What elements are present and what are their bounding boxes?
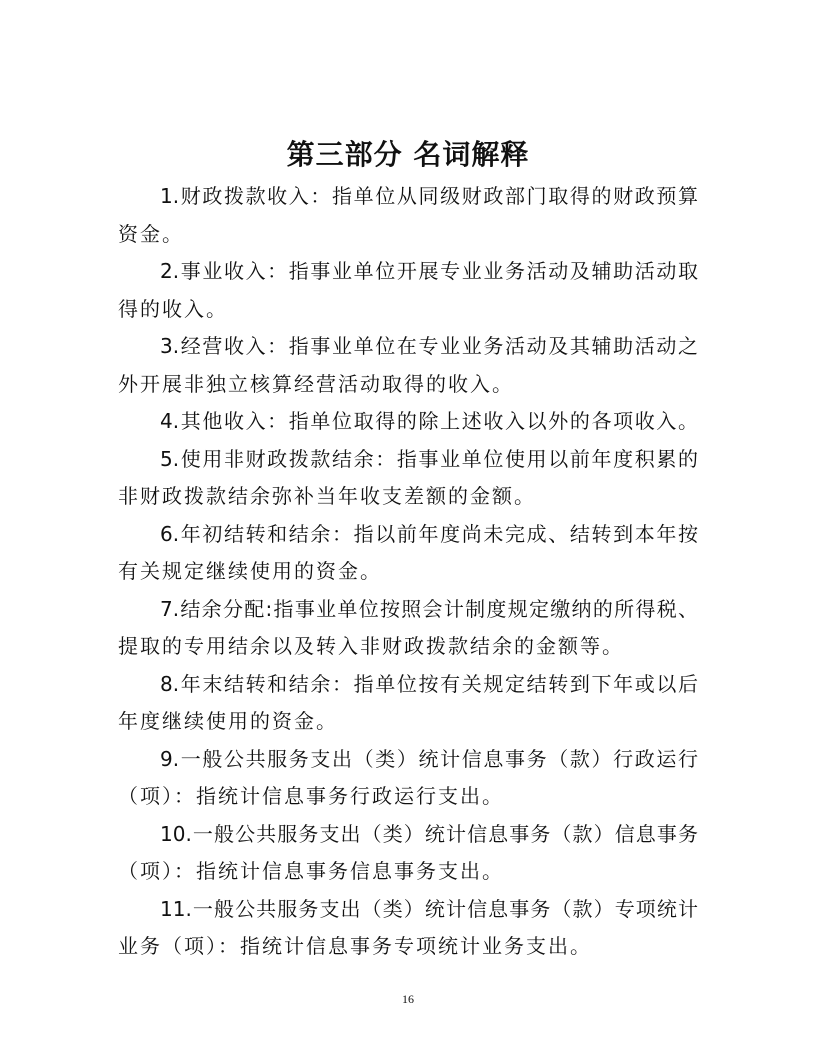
definition-line: 1.财政拨款收入：指单位从同级财政部门取得的财政预算 [160, 184, 698, 208]
definition-paragraph [118, 591, 698, 666]
definition-line: 得的收入。 [118, 296, 228, 321]
definition-paragraph [118, 816, 698, 891]
definition-line: 7.结余分配:指事业单位按照会计制度规定缴纳的所得税、 [160, 596, 698, 621]
definition-line: 3.经营收入：指事业单位在专业业务活动及其辅助活动之 [160, 334, 698, 358]
definition-line: 业务（项）：指统计信息事务专项统计业务支出。 [118, 934, 592, 958]
definition-paragraph [118, 403, 698, 441]
page-number: 16 [402, 992, 414, 1006]
definition-line: 11.一般公共服务支出（类）统计信息事务（款）专项统计 [160, 896, 698, 921]
definition-line: 8.年末结转和结余：指单位按有关规定结转到下年或以后 [160, 671, 698, 696]
definition-line: 4.其他收入：指单位取得的除上述收入以外的各项收入。 [160, 409, 698, 433]
definition-paragraph [118, 891, 698, 966]
definition-line: 非财政拨款结余弥补当年收支差额的金额。 [118, 484, 536, 508]
definition-line: 资金。 [118, 221, 184, 246]
definition-paragraph [118, 741, 698, 816]
definition-paragraph [118, 441, 698, 516]
definition-line: 10.一般公共服务支出（类）统计信息事务（款）信息事务 [160, 821, 698, 846]
definition-line: （项）：指统计信息事务信息事务支出。 [118, 859, 504, 883]
definition-paragraph [118, 328, 698, 403]
definition-line: 2.事业收入：指事业单位开展专业业务活动及辅助活动取 [160, 259, 698, 283]
definition-paragraph [118, 516, 698, 591]
definitions-body [118, 178, 698, 966]
definition-line: 有关规定继续使用的资金。 [118, 559, 382, 583]
definition-line: 年度继续使用的资金。 [118, 709, 338, 733]
definition-line: （项）：指统计信息事务行政运行支出。 [118, 784, 504, 808]
definition-line: 外开展非独立核算经营活动取得的收入。 [118, 371, 514, 396]
definition-paragraph [118, 666, 698, 741]
definition-paragraph [118, 253, 698, 328]
definition-line: 9.一般公共服务支出（类）统计信息事务（款）行政运行 [160, 746, 698, 771]
page-title: 第三部分 名词解释 [286, 138, 530, 171]
definition-line: 5.使用非财政拨款结余：指事业单位使用以前年度积累的 [160, 446, 698, 471]
definition-paragraph [118, 178, 698, 253]
definition-line: 提取的专用结余以及转入非财政拨款结余的金额等。 [118, 634, 624, 658]
definition-line: 6.年初结转和结余：指以前年度尚未完成、结转到本年按 [160, 521, 698, 546]
